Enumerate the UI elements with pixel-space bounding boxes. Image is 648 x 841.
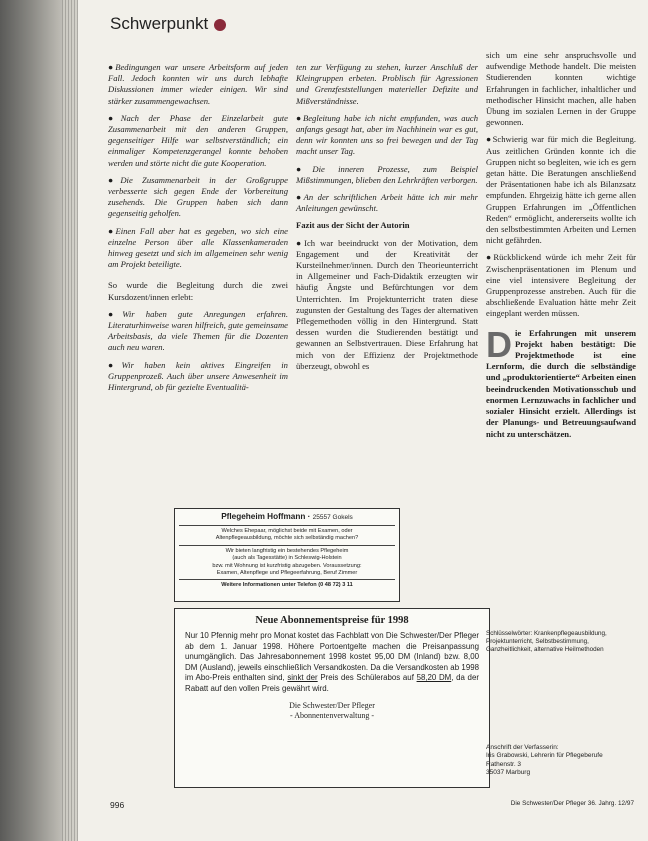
notice-text: , da der Rabatt auf den vollen Preis gewährt wird. [185, 673, 479, 693]
notice-text: Nur 10 Pfennig mehr pro Monat kostet das Fachblatt von Die Schwester/Der Pfleger ab dem 1. Januar 1998. Höhere Portoentgelte machen die Preisanpassung unumgänglich. Das Jahresabonnement 1998 kostet 95,00 DM (Inland) bzw. 8,00 DM (Ausland), jeweils einschließlich Versandkosten. Da die Versandkosten ab 1998 im Abo-Preis enthalten sind, [185, 631, 479, 683]
subscription-notice [174, 608, 490, 788]
paragraph: So wurde die Begleitung durch die zwei Kursdozent/innen erlebt: [108, 280, 288, 302]
ad-phone: Weitere Informationen unter Telefon (0 48 72) 3 11 [221, 582, 353, 589]
page-number: 996 [110, 800, 125, 810]
ad-line: bzw. mit Wohnung ist kurzfristig abzugeben. Voraussetzung: [212, 562, 362, 569]
notice-text: Preis des Schülerabos auf [320, 673, 414, 683]
notice-signature [185, 701, 479, 721]
section-title: Schwerpunkt [110, 14, 209, 33]
journal-footer: Die Schwester/Der Pfleger 36. Jahrg. 12/97 [510, 800, 634, 807]
drop-cap: D [486, 323, 512, 365]
column-3 [486, 50, 636, 446]
column-1 [108, 62, 288, 399]
paragraph: ● Begleitung habe ich nicht empfunden, was auch anfangs gesagt hat, aber im Nachhinein war es gut, denn wir konnten uns so frei bewegen und der Tag macht unser Tag. [296, 113, 478, 158]
notice-underlined-price: 58,20 DM [416, 673, 452, 683]
page-edges [62, 0, 78, 841]
subheading: Fazit aus der Sicht der Autorin [296, 220, 410, 231]
ad-line: Altenpflegeausbildung, möchte sich selbständig machen? [215, 535, 359, 542]
divider [179, 545, 395, 546]
signature-line: - Abonnentenverwaltung - [290, 710, 374, 720]
notice-underlined: sinkt der [287, 673, 318, 683]
notice-body [185, 631, 479, 695]
address-name: Iris Grabowski, Lehrerin für Pflegeberufe [486, 752, 603, 760]
paragraph: ● Ich war beeindruckt von der Motivation, dem Engagement und der Kreativität der Kursteilnehmer/innen. Durch den Theorieunterricht in Allgemeiner und Fach-Didaktik erzeugten wir häufig Ängste und Befürchtungen vor dem Unterrichten. Im Projektunterricht traten diese zugunsten der Gestaltung des Tages der alternativen Pflegemethoden völlig in den Hintergrund. Statt dessen wurden die Studierenden bestätigt und gewannen an Selbstvertrauen. Diese Erfahrung hat mich von der Effizienz der Projektmethode überzeugt, obwohl es [296, 238, 478, 372]
ad-line: Examen, Altenpflege und Pflegeerfahrung, Beruf Zimmer [216, 570, 358, 577]
paragraph: ● Bedingungen war unsere Arbeitsform auf jeden Fall. Jedoch konnten wir uns durch lebhafte Diskussionen immer wieder einigen. Wir sind stärker zusammengewachsen. [108, 62, 288, 107]
divider [179, 579, 395, 580]
page [78, 0, 648, 841]
column-2 [296, 62, 478, 378]
paragraph: ● Nach der Phase der Einzelarbeit gute Zusammenarbeit mit den anderen Gruppen, gegenseitiger Hilfe war selbstverständlich; ein einmaliger Kompetenzgerangel konnte behoben werden und störte nicht die gute Kooperation. [108, 113, 288, 169]
address-heading: Anschrift der Verfasserin: [486, 744, 559, 751]
signature-line: Die Schwester/Der Pfleger [289, 700, 375, 710]
paragraph: ● Schwierig war für mich die Begleitung. Aus zeitlichen Gründen konnte ich die Gruppen nicht so begleiten, wie ich es gern getan hätte. Die Beratungen anschließend der Präsentationen habe ich als Bilanzsatz empfunden. Ehrgeizig hätte ich gerne allen Gruppen Erfahrungen im „Öffentlichen Reden“ ermöglicht, andererseits wollte ich den selbstbestimmten Arbeiten und Lernen nicht gefährden. [486, 134, 636, 246]
section-header [110, 14, 226, 34]
advertisement-pflegeheim [174, 508, 400, 602]
ad-line: Wir bieten langfristig ein bestehendes Pflegeheim [225, 547, 349, 554]
ad-title: Pflegeheim Hoffmann · 25557 Gokels [221, 512, 353, 521]
ad-line: Welches Ehepaar, möglichst beide mit Examen, oder [221, 528, 353, 534]
section-dot-icon [214, 19, 226, 31]
ad-name: Pflegeheim Hoffmann [221, 512, 306, 521]
paragraph: sich um eine sehr anspruchsvolle und aufwendige Methode handelt. Die meisten Studierenden konnten wichtige Erfahrungen in fachlicher, inhaltlicher und methodischer Hinsicht machen, alle haben Übung im sozialen Lernen in der Gruppe gewonnen. [486, 50, 636, 128]
paragraph: ● Wir haben gute Anregungen erfahren. Literaturhinweise waren hilfreich, gute gemeinsame Arbeitsbasis, da viele Themen für die Dozenten auch neu waren. [108, 309, 288, 354]
conclusion-paragraph [486, 323, 636, 440]
paragraph: ● Einen Fall aber hat es gegeben, wo sich eine einzelne Person über alle Klassenkameraden hinweg gesetzt und sich im allgemeinen sehr wenig am Projekt beteiligte. [108, 226, 288, 271]
paragraph: ten zur Verfügung zu stehen, kurzer Anschluß der Kleingruppen erbeten. Problisch für Agressionen und Grenzfeststellungen materieller Defizite und Mißverständnisse. [296, 62, 478, 106]
ad-line: (auch als Tagesstätte) in Schleswig-Holstein [232, 555, 342, 562]
paragraph: ● Rückblickend würde ich mehr Zeit für Zwischenpräsentationen im Plenum und eine viel intensivere Begleitung der Gruppenprozesse anstreben. Auch für die abschließende Evaluation hätte mehr Zeit eingeplant werden müssen. [486, 252, 636, 319]
paragraph: ● An der schriftlichen Arbeit hätte ich mir mehr Anleitungen gewünscht. [296, 192, 478, 214]
keywords: Schlüsselwörter: Krankenpflegeausbildung, Projektunterricht, Selbstbestimmung, Ganzheitlichkeit, alternative Heilmethoden [486, 630, 607, 654]
notice-title: Neue Abonnementspreise für 1998 [255, 615, 409, 626]
address-street: Rathenstr. 3 [486, 760, 522, 768]
paragraph: ● Wir haben kein aktives Eingreifen in Gruppenprozeß. Auch über unsere Anwesenheit im Hintergrund, ob für gezielte Eventualitä- [108, 360, 288, 394]
address-city: 35037 Marburg [486, 769, 531, 777]
paragraph: ● Die Zusammenarbeit in der Großgruppe verbesserte sich gegen Ende der Vorbereitung zusehends. Die Gruppen haben sich dann gegenseitig geholfen. [108, 175, 288, 220]
conclusion-text: ie Erfahrungen mit unserem Projekt haben bestätigt: Die Projektmethode ist eine Lernform, die durch die selbständige und „produktorientierte“ Arbeiten einen beeindruckenden Motivationsschub und enormen Lernzuwachs in fachlicher und sozialer Hinsicht erzielt. Allerdings ist der Planungs- und Betreuungsaufwand nicht zu unterschätzen. [486, 327, 636, 439]
divider [179, 525, 395, 526]
author-address [486, 744, 636, 778]
paragraph: ● Die inneren Prozesse, zum Beispiel Mißstimmungen, blieben den Lehrkräften verborgen. [296, 164, 478, 186]
ad-location: 25557 Gokels [312, 514, 353, 521]
